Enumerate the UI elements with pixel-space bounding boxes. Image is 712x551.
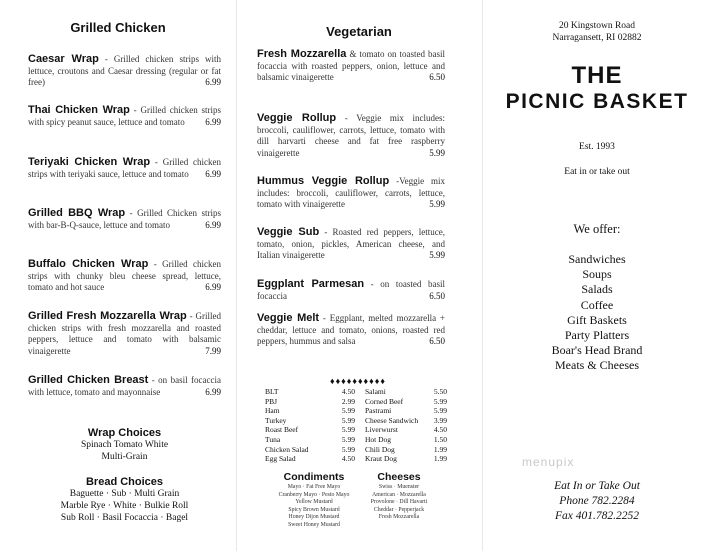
grilled-chicken-title: Grilled Chicken [70,20,166,35]
deli-item-price: 1.50 [433,434,447,444]
deli-item-name: Liverwurst [365,425,398,435]
offer-item: Party Platters [564,328,630,343]
logo-picnic-basket: PICNIC BASKET [505,90,689,113]
deli-item-price: 4.50 [433,425,447,435]
condiment-line: Spicy Brown Mustard [288,506,340,513]
deli-item-name: PBJ [265,396,278,406]
deli-item-price: 5.99 [341,415,355,425]
cheese-line: Cheddar · Pepperjack [373,506,425,513]
deli-item-price: 1.99 [433,454,447,464]
condiment-line: Mayo · Fat Free Mayo [287,484,341,490]
menu-item-price: 5.99 [429,199,445,209]
menu-item [28,54,221,89]
condiment-line: Cranberry Mayo · Pesto Mayo [278,491,350,498]
deli-item-price: 4.50 [341,387,355,396]
deli-item-name: Pastrami [365,406,392,416]
offer-list [482,252,712,374]
established: Est. 1993 [579,142,615,152]
menu-item-price: 6.99 [205,282,221,292]
menu-item-price: 6.50 [429,290,445,301]
deli-item-name: Corned Beef [365,396,404,406]
menu-item-desc: - Grilled chicken strips with spicy peanut sauce, lettuce and tomato [28,105,221,127]
menu-item-desc: - on basil focaccia with lettuce, tomato and mayonnaise [28,375,221,397]
menu-item-name: Grilled Chicken Breast [28,374,149,386]
menu-item-name: Veggie Sub [257,226,320,238]
deli-item [265,445,355,455]
cheeses [364,471,434,522]
deli-list-left [265,387,355,464]
menu-item [28,157,221,180]
bread-choices-line: Marble Rye · White · Bulkie Roll [60,501,189,511]
deli-item [365,397,447,407]
menu-item [28,259,221,294]
menu-item-name: Thai Chicken Wrap [28,104,130,116]
contact-line: Fax 401.782.2252 [554,510,639,522]
cheese-line: Swiss · Muenster [378,484,420,490]
menu-item-name: Fresh Mozzarella [257,48,347,60]
bread-choices [28,476,221,524]
menu-item-desc: - Grilled chicken strips with chunky bleu cheese spread, lettuce, tomato and hot sauce [28,259,221,292]
menu-item-name: Buffalo Chicken Wrap [28,258,149,270]
menu-item-price: 6.99 [205,116,221,127]
offer-item: Sandwiches [568,252,626,266]
condiment-line: Honey Dijon Mustard [288,514,340,521]
cheeses-title: Cheeses [377,471,421,483]
menu-item-price: 6.50 [429,336,445,346]
bread-choices-title: Bread Choices [85,476,164,488]
contact-line: Phone 782.2284 [559,495,635,507]
menu-item-name: Caesar Wrap [28,53,99,65]
deli-item-name: Hot Dog [365,434,392,444]
menu-item-desc: & tomato on toasted basil focaccia with roasted peppers, onion, lettuce and balsamic vinaigerette [257,49,446,82]
deli-item [265,454,355,464]
wrap-choices-line: Spinach Tomato White [80,440,169,450]
deli-item [265,435,355,445]
menu-item [257,49,445,84]
cheese-line: Provolone · Dill Havarti [370,499,428,506]
contact-info [482,479,712,524]
deli-item-name: Kraut Dog [365,454,397,464]
menu-item-price: 6.99 [205,77,221,87]
address [482,20,712,44]
cheese-line: American · Mozzarella [372,491,426,498]
deli-item-price: 5.50 [433,387,447,396]
deli-list-right [365,387,447,464]
watermark: menupix [522,455,575,469]
menu-item-desc: - Grilled chicken strips with fresh mozzarella and roasted peppers, lettuce and tomato with balsamic vinaigerette [28,311,221,356]
menu-item-name: Grilled Fresh Mozzarella Wrap [28,310,187,322]
menu-item [28,208,221,231]
deli-item [265,406,355,416]
condiments-lines [268,484,360,530]
menu-item [28,311,221,357]
menu-item [28,105,221,128]
deli-item-price: 1.99 [433,444,447,454]
menu-item [257,113,445,159]
menu-item-name: Hummus Veggie Rollup [257,175,390,187]
menu-item-desc: - Grilled Chicken strips with bar-B-Q-sauce, lettuce and tomato [28,208,221,230]
menu-item-name: Veggie Rollup [257,112,337,124]
menu-item-price: 5.99 [429,147,445,158]
menu-item [257,176,445,211]
deli-item [265,416,355,426]
menu-item-desc: - Eggplant, melted mozzarella + cheddar, lettuce and tomato, onions, roasted red peppers, hummus and salsa [257,313,445,346]
menu-item-name: Veggie Melt [257,312,320,324]
logo-the: THE [571,62,623,89]
menu-item [257,227,445,262]
deli-item-price: 5.99 [433,406,447,416]
condiments-title: Condiments [283,471,345,483]
wrap-choices [28,427,221,463]
deli-item-name: Chicken Salad [265,444,309,454]
menu-item-name: Teriyaki Chicken Wrap [28,156,151,168]
menu-item-price: 5.99 [429,250,445,260]
deli-item [265,397,355,407]
deli-item-price: 5.99 [341,434,355,444]
wrap-choices-title: Wrap Choices [87,427,162,439]
condiment-line: Yellow Mustard [295,499,333,506]
deli-item-price: 3.99 [433,415,447,425]
deli-item [365,425,447,435]
menu-item-name: Eggplant Parmesan [257,278,365,290]
deli-item-name: Chili Dog [365,444,395,454]
condiments [268,471,360,530]
deli-item [365,406,447,416]
menu-item-price: 6.99 [205,386,221,397]
wrap-choices-line: Multi-Grain [101,452,148,462]
bread-choices-line: Baguette · Sub · Multi Grain [69,489,180,499]
offer-item: Meats & Cheeses [555,358,639,373]
cheese-line: Fresh Mozzarella [378,514,420,521]
menu-item [257,279,445,302]
menu-item [28,375,221,398]
menu-item-desc: - Grilled chicken strips with teriyaki sauce, lettuce and tomato [28,157,221,179]
menu-item [257,313,445,348]
deli-item [265,425,355,435]
diamond-divider: ♦♦♦♦♦♦♦♦♦♦ [330,376,386,386]
deli-item-price: 4.50 [341,454,355,464]
deli-item-price: 5.99 [433,396,447,406]
address-line-1: 20 Kingstown Road [559,21,635,31]
offer-item: Coffee [580,297,614,312]
bread-choices-line: Sub Roll · Basil Focaccia · Bagel [60,513,189,523]
vegetarian-title: Vegetarian [326,24,392,39]
contact-line: Eat In or Take Out [554,480,640,492]
eat-in-take-out: Eat in or take out [564,167,630,177]
deli-item-price: 5.99 [341,444,355,454]
menu-item-desc: - Veggie mix includes: broccoli, cauliflower, carrots, lettuce, tomato with dill harvarti cheese and fat free raspberry vinaigerette [257,113,445,158]
menu-item-price: 7.99 [205,345,221,356]
deli-item-name: BLT [265,387,279,396]
deli-item-name: Salami [365,387,386,396]
condiment-line: Sweet Honey Mustard [288,521,340,528]
address-line-2: Narragansett, RI 02882 [552,33,642,43]
offer-item: Salads [581,282,613,297]
deli-item-name: Cheese Sandwich [365,415,419,425]
deli-item [365,416,447,426]
deli-item [365,454,447,464]
deli-item [365,435,447,445]
deli-item-price: 5.99 [341,406,355,416]
offer-item: Boar's Head Brand [551,343,643,358]
cheeses-lines [364,484,434,522]
deli-item-name: Turkey [265,415,287,425]
deli-item-name: Roast Beef [265,425,299,435]
offer-item: Gift Baskets [567,312,627,327]
menu-item-price: 6.50 [429,72,445,82]
deli-item-name: Ham [265,406,280,416]
deli-item [365,445,447,455]
menu-item-price: 6.99 [205,219,221,230]
menu-item-price: 6.99 [205,168,221,179]
menu-item-desc: - Roasted red peppers, lettuce, tomato, onion, pickles, American cheese, and Italian vinaigerette [257,227,445,260]
offer-item: Soups [582,267,612,282]
deli-item-name: Tuna [265,434,281,444]
menu-item-desc: -Veggie mix includes: broccoli, cauliflower, carrots, lettuce, tomato with vinaigerette [257,176,445,209]
deli-item [265,387,355,397]
deli-item-name: Egg Salad [265,454,296,464]
deli-item [365,387,447,397]
deli-item-price: 5.99 [341,425,355,435]
menu-item-desc: - on toasted basil focaccia [257,279,445,301]
deli-item-price: 2.99 [341,396,355,406]
menu-item-desc: - Grilled chicken strips with lettuce, croutons and Caesar dressing (regular or fat free) [28,54,221,87]
we-offer-title: We offer: [573,222,621,236]
menu-item-name: Grilled BBQ Wrap [28,207,126,219]
